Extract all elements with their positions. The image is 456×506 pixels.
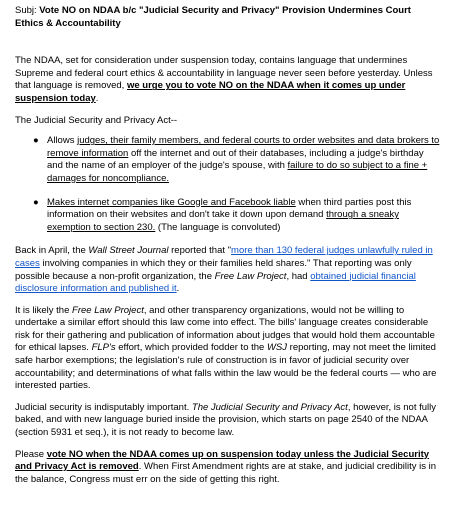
security-paragraph	[15, 402, 440, 440]
wsj-italic-2: Free Law Project	[214, 270, 287, 282]
closing-text-2: . When First Amendment rights are at stake, and judicial credibility is in the balance, Congress must err on the side of getting this right.	[15, 461, 436, 485]
flp-italic-1: Free Law Project	[72, 304, 144, 316]
closing-bold-underline: vote NO when the NDAA comes up on suspension today unless the Judicial Security and Privacy Act is removed	[15, 448, 430, 473]
list-item	[33, 135, 440, 185]
bullet2-text-1: when third parties post this information on their websites and don't take it down upon demand	[47, 196, 412, 221]
subject-title: Vote NO on NDAA b/c "Judicial Security and Privacy" Provision Undermines Court Ethics & Accountability	[15, 5, 411, 29]
bullet1-text-2: off the internet and out of their databases, including a judge's birthday and the name of an employer of the judge's spouse, with	[47, 147, 424, 172]
closing-text-1: Please	[15, 448, 47, 460]
security-italic-1: The Judicial Security and Privacy Act	[191, 401, 348, 413]
subject-prefix: Subj:	[15, 5, 40, 16]
security-text-1: Judicial security is indisputably important.	[15, 401, 192, 413]
subject-line	[15, 5, 440, 30]
wsj-text-5: .	[176, 283, 180, 295]
provision-list	[15, 135, 440, 234]
wsj-text-2: reported that "	[168, 245, 232, 257]
flp-text-2: , and other transparency organizations, would not be willing to undertake a similar effort should this law come into effect. The bills' language creates considerable risk for their gathering and publication of information about judges that would hold them accountable for ethical lapses.	[15, 304, 435, 354]
list-item	[33, 196, 440, 235]
intro-urge: we urge you to vote NO on the NDAA when it comes up under suspension today	[15, 80, 406, 104]
bullet1-text-1: Allows	[47, 135, 78, 147]
flp-paragraph	[15, 305, 440, 393]
judges-ruled-link[interactable]: more than 130 federal judges unlawfully ruled in cases	[15, 245, 433, 269]
intro-paragraph	[15, 55, 440, 105]
wsj-italic-1: Wall Street Journal	[88, 245, 169, 257]
security-text-2: , however, is not fully baked, and with new language buried inside the provision, which starts on page 2540 of the NDAA (section 5931 et seq.), it is not ready to become law.	[15, 401, 437, 439]
closing-paragraph	[15, 449, 440, 487]
bullet1-underline-1: judges, their family members, and federal courts to order websites and data brokers to remove information	[47, 135, 440, 159]
bullet-icon: ●	[33, 135, 39, 147]
flp-italic-2: FLP's	[91, 342, 116, 354]
wsj-text-3: involving companies in which they or their families held shares." That reporting was only possible because a non-profit organization, the	[15, 257, 412, 282]
disclosure-link[interactable]: obtained judicial financial disclosure information and published it	[15, 270, 416, 295]
intro-text-2: .	[95, 92, 99, 104]
intro-text-1: The NDAA, set for consideration under suspension today, contains language that undermines Supreme and federal court ethics & accountability in language never seen before yesterday. Unless that language is removed,	[15, 55, 433, 92]
bullet1-underline-2: failure to do so subject to a fine + damages for noncompliance.	[47, 160, 428, 184]
flp-text-4: reporting, may not meet the limited safe harbor exemptions; the legislation's rule of construction is in favor of judicial security over accountability; and determinations of what falls within the law would be the federal courts — who are interested parties.	[15, 342, 437, 392]
flp-text-3: effort, which provided fodder to the	[115, 342, 267, 354]
flp-text-1: It is likely the	[15, 304, 73, 316]
bullet2-underline-1: Makes internet companies like Google and Facebook liable	[47, 196, 296, 208]
wsj-paragraph	[15, 245, 440, 295]
bullet2-text-2: (The language is convoluted)	[155, 221, 281, 233]
wsj-text-4: , had	[286, 270, 311, 282]
act-heading: The Judicial Security and Privacy Act--	[15, 114, 178, 126]
bullet-icon: ●	[33, 196, 39, 208]
flp-italic-3: WSJ	[266, 342, 288, 354]
wsj-text-1: Back in April, the	[15, 245, 89, 257]
bullet2-underline-2: through a sneaky exemption to section 230.	[47, 209, 399, 233]
